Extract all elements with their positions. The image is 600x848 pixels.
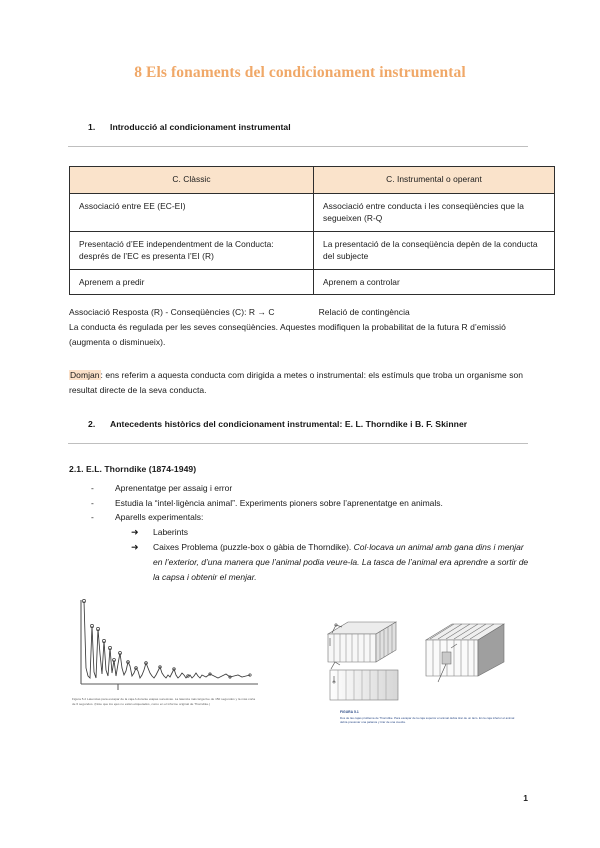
- table-row: [70, 269, 555, 294]
- section-number-2: 2.: [88, 419, 96, 429]
- table-cell: Aprenem a predir: [70, 269, 314, 294]
- subsection-heading-thorndike: 2.1. E.L. Thorndike (1874-1949): [69, 464, 197, 474]
- association-line-left: Associació Resposta (R) - Conseqüències (C): R → C: [69, 307, 275, 317]
- table-header-classic: C. Clàssic: [70, 167, 314, 194]
- table-cell: Aprenem a controlar: [314, 269, 555, 294]
- page-title: 8 Els fonaments del condicionament instrumental: [134, 64, 466, 81]
- learning-curve-caption: Figura 5.2 Latencias para escapar de la caja A durante etapas sucesivas. La latencia más larga fue de 150 segundos y la más corta de 6 segundos. (Note que los ejes no están etiquetados, como en el informe original de Thorndike.): [72, 697, 256, 706]
- puzzle-boxes-caption-body: Dos de las cajas problema de Thorndike. Para escapar de la caja superior el animal debía tirar de un lazo. En la caja inferior el animal debía presionar una palanca y tirar de una cuerda.: [340, 715, 515, 724]
- chart-series-latency: [84, 601, 250, 678]
- learning-curve-chart: [72, 596, 262, 694]
- list-item: [91, 496, 531, 511]
- section-rule-2: [68, 443, 528, 444]
- association-paragraph: [69, 305, 531, 320]
- dash-bullet-icon: -: [91, 512, 94, 523]
- puzzle-box-description: Col·locava un animal amb gana dins i menjar en l’exterior, d’una manera que l’animal podia veure-la. La tasca de l’animal era aprendre a sortir de la capsa i obtenir el menjar.: [153, 542, 529, 582]
- list-item: [91, 510, 531, 525]
- thorndike-bullet-list: [69, 481, 531, 584]
- arrow-bullet-icon: ➜: [131, 542, 139, 553]
- dash-bullet-icon: -: [91, 483, 94, 493]
- puzzle-box-term: Caixes Problema (puzzle-box o gàbia de Thorndike).: [153, 542, 352, 553]
- association-line-right: Relació de contingència: [318, 307, 410, 317]
- comparison-table: [69, 166, 555, 295]
- table-row: [70, 231, 555, 269]
- figure-learning-curve: [72, 596, 262, 722]
- chart-data-markers: [82, 599, 251, 678]
- table-row: [70, 194, 555, 232]
- arrow-bullet-icon: ➜: [131, 526, 139, 537]
- table-cell: La presentació de la conseqüència depèn de la conducta del subjecte: [314, 231, 555, 269]
- puzzle-box-upper-left: [328, 622, 396, 662]
- dash-bullet-icon: -: [91, 497, 94, 508]
- puzzle-box-right: [426, 624, 504, 682]
- section-rule-1: [68, 146, 528, 147]
- list-item: [91, 481, 531, 496]
- table-header-instrumental: C. Instrumental o operant: [314, 167, 555, 194]
- list-item-label: Aprenentatge per assaig i error: [115, 483, 233, 493]
- sub-list-item-label: Laberints: [153, 526, 188, 537]
- section-number-1: 1.: [88, 122, 96, 132]
- puzzle-box-lower-left: [330, 662, 398, 700]
- figure-puzzle-boxes: [318, 612, 530, 740]
- list-item-label: Aparells experimentals:: [115, 512, 204, 523]
- table-header-row: [70, 167, 555, 194]
- puzzle-box-illustrations: [318, 612, 530, 712]
- page-number: 1: [523, 793, 528, 803]
- domjan-highlight: Domjan: [70, 370, 100, 380]
- section-heading-2: [88, 419, 528, 429]
- sub-list-item: [131, 525, 531, 540]
- sub-list-item: [131, 540, 531, 584]
- puzzle-boxes-caption: [340, 710, 520, 725]
- table-cell: Associació entre conducta i les conseqüències que la segueixen (R-Q: [314, 194, 555, 232]
- domjan-paragraph: [69, 368, 531, 397]
- section-title-1: Introducció al condicionament instrumental: [110, 122, 291, 132]
- section-heading-1: [88, 122, 528, 132]
- list-item-label: Estudia la “intel·ligència animal”. Experiments pioners sobre l’aprenentatge en animals.: [115, 497, 443, 508]
- table-cell: Presentació d’EE independentment de la Conducta: després de l’EC es presenta l’EI (R): [70, 231, 314, 269]
- domjan-text: : ens referim a aquesta conducta com dirigida a metes o instrumental: els estímuls que troba un organisme son resultat directe de la seva conducta.: [69, 370, 524, 395]
- table-cell: Associació entre EE (EC-EI): [70, 194, 314, 232]
- section-title-2: Antecedents històrics del condicionament instrumental: E. L. Thorndike i B. F. Skinner: [110, 419, 468, 429]
- puzzle-boxes-caption-title: FIGURA 5.1: [340, 710, 359, 714]
- regulation-paragraph: La conducta és regulada per les seves conseqüències. Aquestes modifiquen la probabilitat de la futura R d’emissió (augmenta o disminueix).: [69, 322, 506, 347]
- sub-list-item-label: [153, 540, 531, 584]
